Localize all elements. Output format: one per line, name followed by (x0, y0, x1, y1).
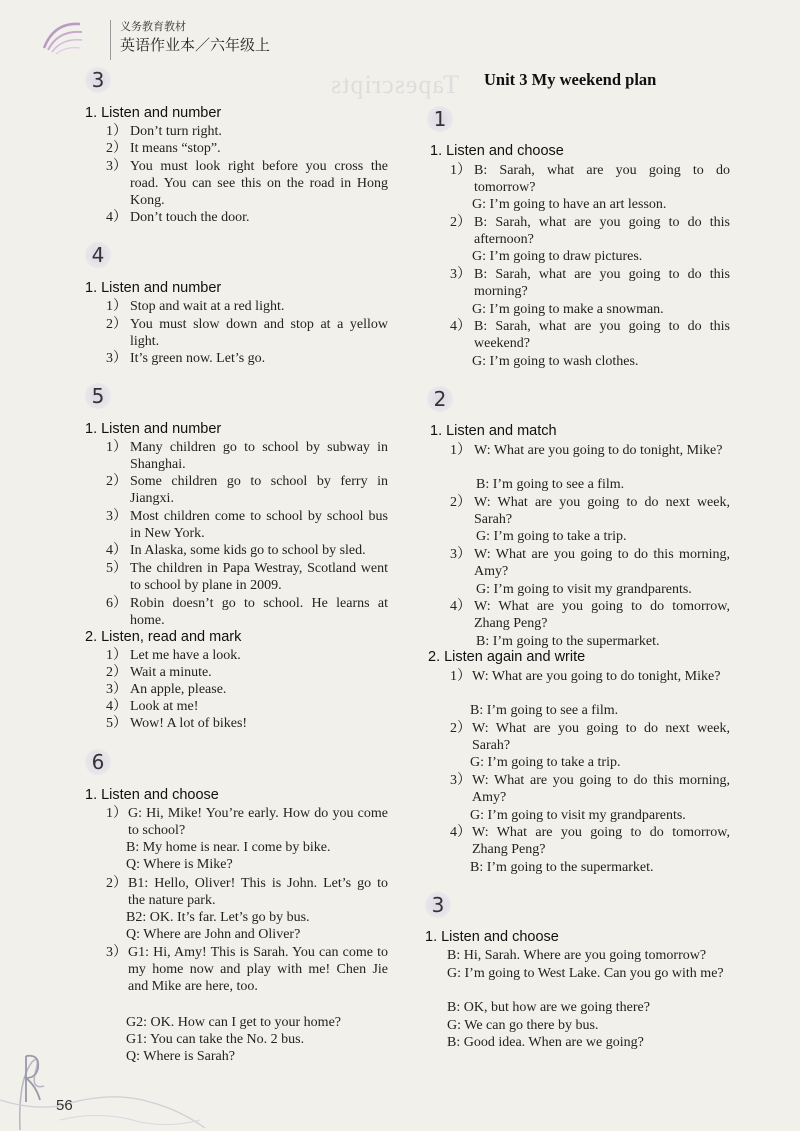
page-header (30, 12, 770, 62)
exercise-title: 1. Listen and choose (85, 787, 219, 803)
exercise-title: 1. Listen and number (85, 421, 222, 437)
exercise-title: 1. Listen and choose (430, 143, 564, 159)
page-number: 56 (56, 1097, 73, 1114)
exercise-title: 1. Listen and number (85, 280, 222, 296)
section-number: 1 (427, 106, 453, 132)
exercise-title: 2. Listen, read and mark (85, 629, 242, 645)
exercise-title: 1. Listen and choose (425, 929, 559, 945)
section-number: 3 (85, 67, 111, 93)
exercise-title: 2. Listen again and write (428, 649, 586, 665)
header-divider (110, 20, 111, 60)
publisher-logo-icon (40, 18, 86, 58)
section-number: 4 (85, 242, 111, 268)
book-title: 英语作业本／六年级上 (120, 36, 271, 54)
watermark-text: Tapescripts (330, 70, 460, 99)
section-number: 6 (85, 749, 111, 775)
section-number: 2 (427, 386, 453, 412)
section-number: 3 (425, 892, 451, 918)
series-label: 义务教育教材 (120, 20, 186, 33)
section-number: 5 (85, 383, 111, 409)
unit-title: Unit 3 My weekend plan (484, 70, 657, 89)
decorative-swirl-icon (0, 1040, 210, 1131)
exercise-title: 1. Listen and number (85, 105, 222, 121)
exercise-title: 1. Listen and match (430, 423, 557, 439)
